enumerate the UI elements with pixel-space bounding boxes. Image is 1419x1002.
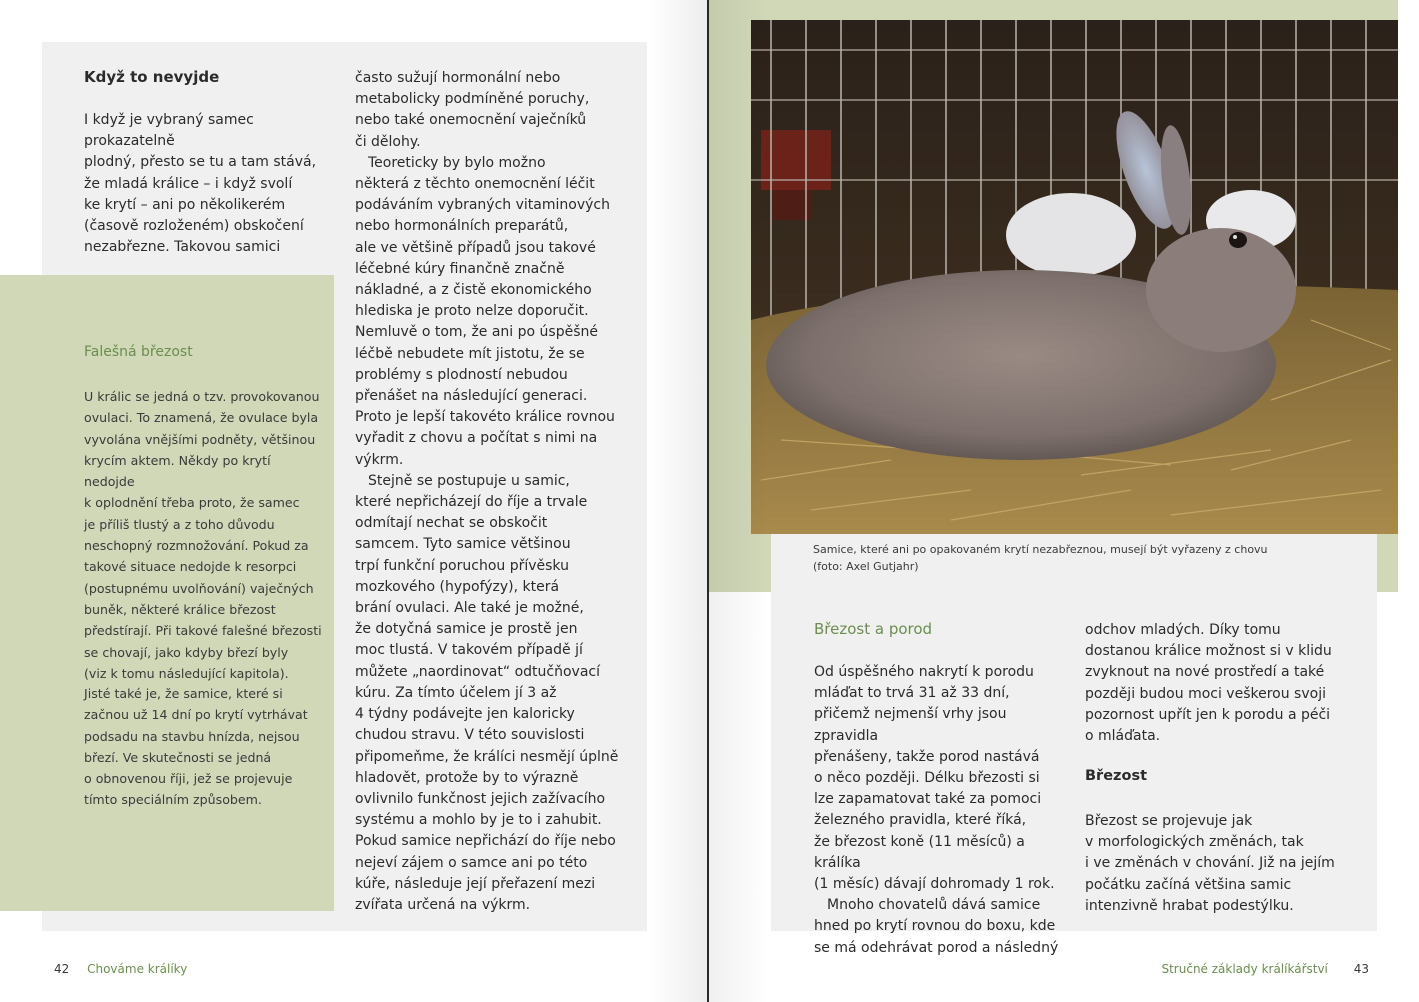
text-line: odchov mladých. Díky tomu bbox=[1085, 622, 1281, 638]
text-line: systému a mohlo by je to i zahubit. bbox=[355, 812, 602, 829]
text-line: léčbě nebudete mít jistotu, že se bbox=[355, 345, 585, 362]
text-line: o mláďata. bbox=[1085, 728, 1161, 745]
text-line: přenášet na následující generaci. bbox=[355, 388, 588, 405]
text-line: které nepřicházejí do říje a trvale bbox=[355, 494, 588, 511]
text-line: se chovají, jako kdyby březí byly bbox=[84, 644, 289, 660]
text-line: k oplodnění třeba proto, že samec bbox=[84, 495, 300, 511]
text-line: mláďat to trvá 31 až 33 dní, bbox=[814, 685, 1010, 702]
text-line: I když je vybraný samec prokazatelně bbox=[84, 112, 254, 150]
text-line: vyvolána vnějšími podněty, většinou bbox=[84, 431, 316, 447]
text-line: zvířata určená na výkrm. bbox=[355, 896, 531, 913]
text-line: o obnovenou říji, jež se projevuje bbox=[84, 771, 293, 787]
text-line: se má odehrávat porod a následný bbox=[814, 939, 1059, 956]
text-line: (foto: Axel Gutjahr) bbox=[813, 559, 919, 573]
right-column-1 bbox=[814, 662, 1074, 959]
text-line: je příliš tlustý a z toho důvodu bbox=[84, 516, 275, 532]
text-line: předstírají. Při takové falešné březosti bbox=[84, 623, 322, 639]
text-line: tímto speciálním způsobem. bbox=[84, 792, 262, 808]
subheading: Březost bbox=[1085, 768, 1148, 784]
left-column-1 bbox=[84, 110, 344, 258]
text-line: ke krytí – ani po několikerém bbox=[84, 196, 286, 213]
right-page bbox=[709, 0, 1419, 1002]
text-line: (postupnému uvolňování) vaječných bbox=[84, 580, 314, 596]
text-line: mozkového (hypofýzy), která bbox=[355, 578, 560, 595]
text-line: plodný, přesto se tu a tam stává, bbox=[84, 154, 317, 171]
text-line: že mladá králice – i když svolí bbox=[84, 175, 293, 192]
text-line: samcem. Tyto samice většinou bbox=[355, 536, 571, 553]
text-line: že dotyčná samice je prostě jen bbox=[355, 621, 578, 638]
text-line: že březost koně (11 měsíců) a králíka bbox=[814, 833, 1025, 871]
text-line: vyřadit z chovu a počítat s nimi na bbox=[355, 430, 598, 447]
sidebar-heading: Falešná březost bbox=[84, 344, 193, 360]
text-line: přenášeny, takže porod nastává bbox=[814, 748, 1040, 765]
sidebar-paragraph-2 bbox=[84, 683, 322, 811]
text-line: o něco později. Délku březosti si bbox=[814, 770, 1040, 787]
text-line: výkrm. bbox=[355, 451, 404, 468]
left-page bbox=[0, 0, 708, 1002]
text-line: Proto je lepší takovéto králice rovnou bbox=[355, 409, 615, 426]
text-line: hned po krytí rovnou do boxu, kde bbox=[814, 918, 1056, 935]
photo-caption bbox=[813, 542, 1373, 575]
text-line: často sužují hormonální nebo bbox=[355, 70, 561, 86]
rabbit-photo bbox=[751, 20, 1398, 534]
text-line: moc tlustá. V takovém případě jí bbox=[355, 642, 583, 659]
text-line: kúře, následuje její přeřazení mezi bbox=[355, 875, 596, 892]
text-line: Stejně se postupuje u samic, bbox=[368, 472, 570, 489]
text-line: odmítají nechat se obskočit bbox=[355, 515, 548, 532]
text-line: U králic se jedná o tzv. provokovanou bbox=[84, 389, 320, 404]
page-number: 43 bbox=[1353, 962, 1369, 976]
text-line: ovlivnilo funkčnost jejich zažívacího bbox=[355, 790, 606, 807]
text-line: 4 týdny podávejte jen kaloricky bbox=[355, 706, 575, 723]
text-line: trpí funkční poruchou přívěsku bbox=[355, 557, 569, 574]
text-line: léčebné kúry finančně značně bbox=[355, 260, 565, 277]
running-title: Chováme králíky bbox=[87, 962, 188, 976]
text-line: Od úspěšného nakrytí k porodu bbox=[814, 664, 1034, 680]
text-line: ale ve většině případů jsou takové bbox=[355, 239, 596, 256]
text-line: (1 měsíc) dávají dohromady 1 rok. bbox=[814, 876, 1055, 893]
text-line: v morfologických změnách, tak bbox=[1085, 834, 1304, 851]
text-line: neschopný rozmnožování. Pokud za bbox=[84, 538, 309, 554]
text-line: buněk, některé králice březost bbox=[84, 601, 276, 617]
text-line: (časově rozloženém) obskočení bbox=[84, 218, 304, 235]
page-footer-left bbox=[54, 962, 187, 976]
book-spine bbox=[707, 0, 709, 1002]
text-line: nejeví zájem o samce ani po této bbox=[355, 854, 588, 871]
section-heading: Když to nevyjde bbox=[84, 68, 220, 86]
text-line: ovulaci. To znamená, že ovulace byla bbox=[84, 410, 319, 426]
text-line: Samice, které ani po opakovaném krytí nezabřeznou, musejí být vyřazeny z chovu bbox=[813, 543, 1268, 556]
text-line: Teoreticky by bylo možno bbox=[368, 154, 546, 171]
text-line: zvyknout na nové prostředí a také bbox=[1085, 664, 1325, 681]
text-line: lze zapamatovat také za pomoci bbox=[814, 791, 1042, 808]
text-line: podáváním vybraných vitaminových bbox=[355, 197, 610, 214]
text-line: Pokud samice nepřichází do říje nebo bbox=[355, 833, 616, 850]
text-line: (viz k tomu následující kapitola). bbox=[84, 665, 289, 681]
gutter-shadow bbox=[648, 0, 708, 1002]
text-line: železného pravidla, které říká, bbox=[814, 812, 1027, 829]
text-line: takové situace nedojde k resorpci bbox=[84, 559, 297, 575]
gutter-shadow bbox=[709, 0, 769, 1002]
text-line: pozornost upřít jen k porodu a péči bbox=[1085, 706, 1331, 723]
text-line: podsadu na stavbu hnízda, nejsou bbox=[84, 728, 300, 744]
text-line: připomeňme, že králíci nesmějí úplně bbox=[355, 748, 619, 765]
text-line: nákladné, a z čistě ekonomického bbox=[355, 282, 592, 299]
text-line: brání ovulaci. Ale také je možné, bbox=[355, 600, 584, 617]
section-heading: Březost a porod bbox=[814, 620, 933, 638]
text-line: či dělohy. bbox=[355, 133, 421, 150]
text-line: metabolicky podmíněné poruchy, bbox=[355, 91, 590, 108]
text-line: některá z těchto onemocnění léčit bbox=[355, 176, 595, 193]
text-line: později budou moci veškerou svoji bbox=[1085, 685, 1326, 702]
text-line: Březost se projevuje jak bbox=[1085, 813, 1253, 829]
page-number: 42 bbox=[54, 962, 70, 976]
text-line: přičemž nejmenší vrhy jsou zpravidla bbox=[814, 706, 1007, 744]
text-line: počátku začíná většina samic bbox=[1085, 876, 1292, 893]
right-column-2 bbox=[1085, 620, 1365, 747]
text-line: krycím aktem. Někdy po krytí nedojde bbox=[84, 452, 271, 490]
text-line: březí. Ve skutečnosti se jedná bbox=[84, 749, 272, 765]
text-line: dostanou králice možnost si v klidu bbox=[1085, 643, 1332, 660]
running-title: Stručné základy králíkářství bbox=[1161, 962, 1328, 976]
text-line: můžete „naordinovat“ odtučňovací bbox=[355, 663, 600, 680]
left-column-2 bbox=[355, 68, 640, 916]
text-line: kúru. Za tímto účelem jí 3 až bbox=[355, 684, 557, 701]
text-line: Nemluvě o tom, že ani po úspěšné bbox=[355, 324, 598, 341]
right-column-2-paragraph-2 bbox=[1085, 811, 1365, 917]
text-line: i ve změnách v chování. Již na jejím bbox=[1085, 855, 1335, 872]
text-line: nebo hormonálních preparátů, bbox=[355, 218, 569, 235]
text-line: nebo také onemocnění vaječníků bbox=[355, 112, 587, 129]
text-line: intenzivně hrabat podestýlku. bbox=[1085, 897, 1294, 914]
text-line: problémy s plodností nebudou bbox=[355, 366, 568, 383]
text-line: chudou stravu. V této souvislosti bbox=[355, 727, 585, 744]
text-line: Jisté také je, že samice, které si bbox=[84, 686, 283, 701]
text-line: začnou už 14 dní po krytí vytrhávat bbox=[84, 707, 308, 723]
text-line: nezabřezne. Takovou samici bbox=[84, 239, 281, 256]
text-line: hlediska je proto nelze doporučit. bbox=[355, 303, 589, 320]
sidebar-paragraph-1 bbox=[84, 386, 322, 684]
text-line: Mnoho chovatelů dává samice bbox=[827, 897, 1041, 914]
text-line: hladovět, protože by to výrazně bbox=[355, 769, 579, 786]
page-footer-right bbox=[1161, 962, 1369, 976]
